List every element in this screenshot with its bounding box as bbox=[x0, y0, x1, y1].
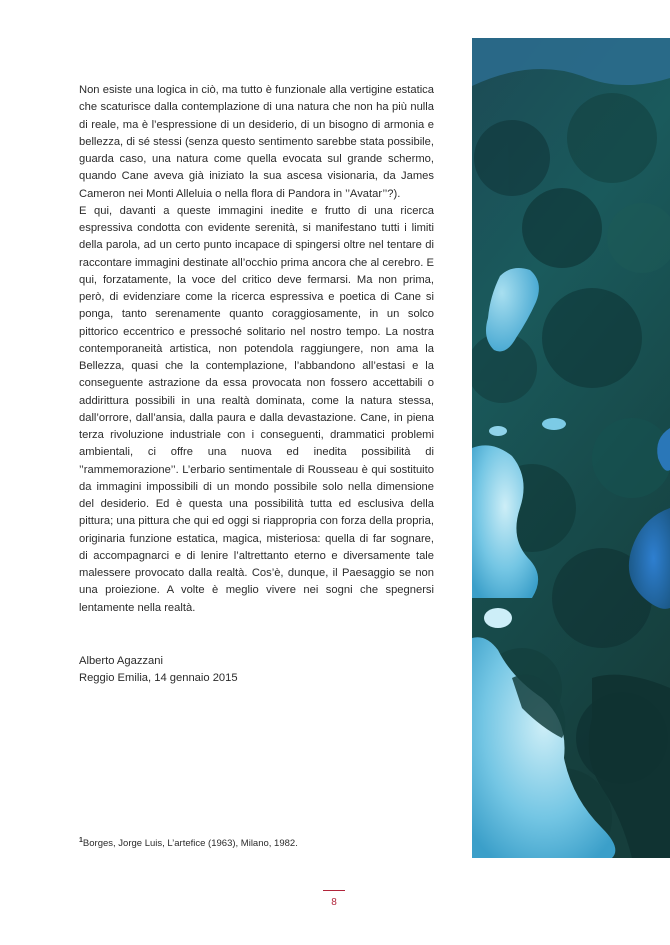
painting-cloud bbox=[484, 608, 512, 628]
paragraph-2: E qui, davanti a queste immagini inedite e frutto di una ricerca espressiva condotta con evidente serenità, si manifestano tutti i limiti della parola, ad un certo punto incapace di spingersi oltre nel tentare di raccontare immagini destinate all’occhio prima ancora che al cerebro. E qui, forzatamente, la voce del critico deve fermarsi. Ma non prima, però, di evidenziare come la ricerca espressiva e poetica di Cane si ponga, tanto serenamente quanto coraggiosamente, in un solco pittorico eccentrico e pressoché solitario nel nostro tempo. La nostra contemporaneità artistica, non potendola raggiungere, non ama la Bellezza, quasi che la contemplazione, l’abbandono all’estasi e la conseguente astrazione da essa provocata non fossero accettabili o addirittura possibili in una realtà dominata, come la natura stessa, dall’orrore, dall’ansia, dalla paura e dalla devastazione. Cane, in piena terza rivoluzione industriale con i conseguenti, drammatici problemi ambientali, ci offre una nuova ed inedita possibilità di ’’rammemorazione’’. L’erbario sentimentale di Rousseau è qui sostituito da immagini impossibili di un mondo possibile solo nella dimensione del desiderio. Ed è questa una possibilità tutta ed esclusiva della pittura; una pittura che qui ed oggi si riappropria con forza della propria, originaria funzione estatica, magica, misteriosa: quella di far sognare, di accompagnarci e di lenire l’altrettanto eterno e diversamente tale malessere provocato dalla realtà. Cos’è, dunque, il Paesaggio se non una proiezione. A volte è meglio vivere nei sogni che spegnersi lentamente nella realtà. bbox=[79, 204, 434, 614]
painting-sky-dot-1 bbox=[542, 418, 566, 430]
footnote-marker: 1 bbox=[79, 836, 83, 844]
page-number-rule bbox=[323, 890, 345, 891]
author-name: Alberto Agazzani bbox=[79, 655, 163, 667]
painting-canvas bbox=[472, 38, 670, 858]
footnote-text: Borges, Jorge Luis, L’artefice (1963), Milano, 1982. bbox=[82, 838, 298, 849]
signature-block bbox=[79, 653, 379, 688]
page-number: 8 bbox=[331, 897, 337, 908]
footnote bbox=[79, 837, 419, 851]
place-date: Reggio Emilia, 14 gennaio 2015 bbox=[79, 672, 238, 685]
painting-sky-dot-2 bbox=[489, 426, 507, 436]
body-text bbox=[79, 82, 434, 617]
painting-image bbox=[472, 38, 670, 858]
paragraph-1: Non esiste una logica in ciò, ma tutto è funzionale alla vertigine estatica che scaturisce dalla contemplazione di una natura che non ha più nulla di reale, ma è l’espressione di un desiderio, di un bisogno di armonia e bellezza, di sé stessi (senza questo sentimento sarebbe stata possibile, guarda caso, una natura come quella evocata sul grande schermo, quando Cane aveva già iniziato la sua ascesa visionaria, da James Cameron nei Monti Alleluia o nella flora di Pandora in ’’Avatar’’?). bbox=[79, 84, 434, 200]
